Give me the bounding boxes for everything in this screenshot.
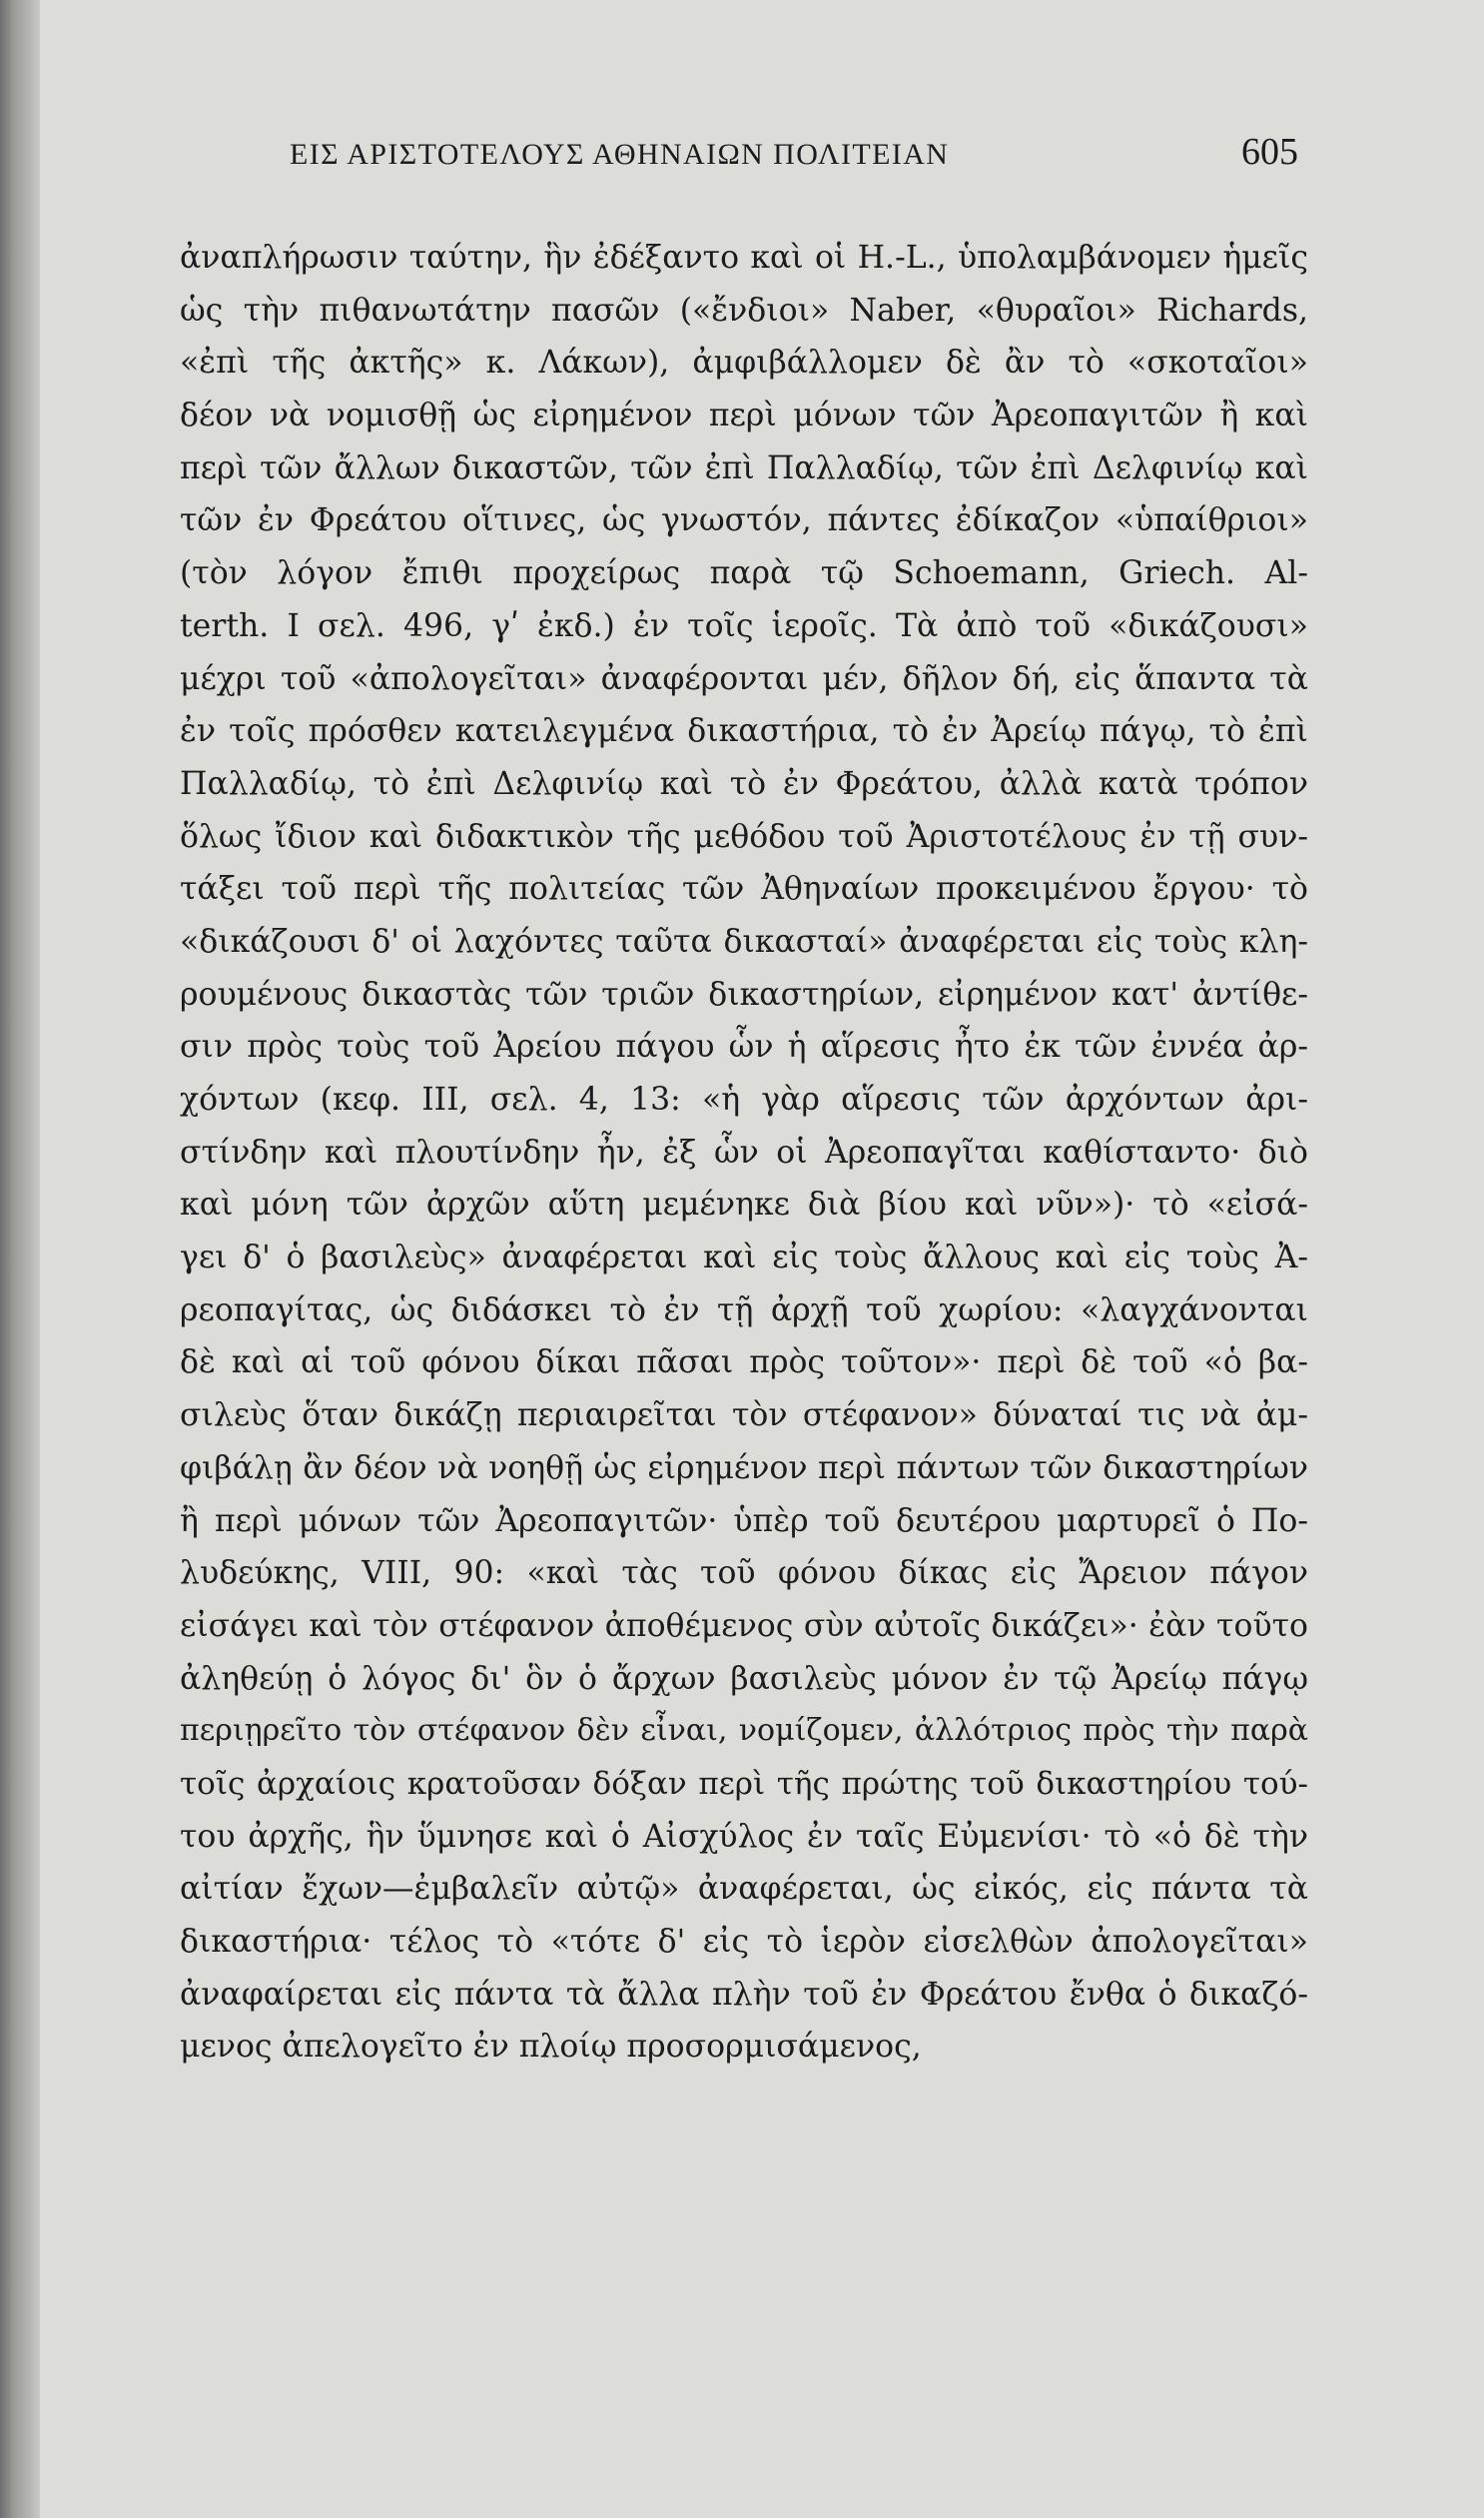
text-line: φιβάλῃ ἂν δέον νὰ νοηθῇ ὡς εἰρημένον περὶ πάντων τῶν δικαστηρίων xyxy=(180,1449,1308,1486)
text-line: σιν πρὸς τοὺς τοῦ Ἀρείου πάγου ὧν ἡ αἵρεσις ἦτο ἐκ τῶν ἐννέα ἀρ- xyxy=(180,1029,1308,1066)
book-page xyxy=(40,0,1484,2518)
text-line: ἢ περὶ μόνων τῶν Ἀρεοπαγιτῶν· ὑπὲρ τοῦ δευτέρου μαρτυρεῖ ὁ Πο- xyxy=(180,1502,1308,1539)
text-line: μενος ἀπελογεῖτο ἐν πλοίῳ προσορμισάμενος, xyxy=(180,2029,922,2066)
text-line: τῶν ἐν Φρεάτου οἵτινες, ὡς γνωστόν, πάντες ἐδίκαζον «ὑπαίθριοι» xyxy=(180,502,1308,539)
text-line: ὡς τὴν πιθανωτάτην πασῶν («ἔνδιοι» Naber, «θυραῖοι» Richards, xyxy=(180,292,1308,329)
page-header xyxy=(290,131,1298,188)
text-line: τάξει τοῦ περὶ τῆς πολιτείας τῶν Ἀθηναίων προκειμένου ἔργου· τὸ xyxy=(180,871,1308,908)
text-line: μέχρι τοῦ «ἀπολογεῖται» ἀναφέρονται μέν, δῆλον δή, εἰς ἅπαντα τὰ xyxy=(180,660,1308,697)
text-line: σιλεὺς ὅταν δικάζῃ περιαιρεῖται τὸν στέφανον» δύναταί τις νὰ ἀμ- xyxy=(180,1397,1308,1434)
text-line: καὶ μόνη τῶν ἀρχῶν αὕτη μεμένηκε διὰ βίου καὶ νῦν»)· τὸ «εἰσά- xyxy=(180,1187,1308,1224)
text-line: τοῖς ἀρχαίοις κρατοῦσαν δόξαν περὶ τῆς πρώτης τοῦ δικαστηρίου τού- xyxy=(180,1765,1308,1802)
text-line: στίνδην καὶ πλουτίνδην ἦν, ἐξ ὧν οἱ Ἀρεοπαγῖται καθίσταντο· διὸ xyxy=(180,1134,1308,1171)
text-line: δικαστήρια· τέλος τὸ «τότε δ' εἰς τὸ ἱερὸν εἰσελθὼν ἀπολογεῖται» xyxy=(180,1924,1308,1960)
text-line: του ἀρχῆς, ἣν ὕμνησε καὶ ὁ Αἰσχύλος ἐν ταῖς Εὐμενίσι· τὸ «ὁ δὲ τὴν xyxy=(180,1818,1308,1855)
text-line: δὲ καὶ αἱ τοῦ φόνου δίκαι πᾶσαι πρὸς τοῦτον»· περὶ δὲ τοῦ «ὁ βα- xyxy=(180,1344,1308,1381)
text-line: ἀναπλήρωσιν ταύτην, ἣν ἐδέξαντο καὶ οἱ H.-L., ὑπολαμβάνομεν ἡμεῖς xyxy=(180,240,1308,276)
text-line: περὶ τῶν ἄλλων δικαστῶν, τῶν ἐπὶ Παλλαδίῳ, τῶν ἐπὶ Δελφινίῳ καὶ xyxy=(180,449,1308,486)
text-line: «ἐπὶ τῆς ἀκτῆς» κ. Λάκων), ἀμφιβάλλομεν δὲ ἂν τὸ «σκοταῖοι» xyxy=(180,345,1308,382)
text-line: γει δ' ὁ βασιλεὺς» ἀναφέρεται καὶ εἰς τοὺς ἄλλους καὶ εἰς τοὺς Ἀ- xyxy=(180,1240,1308,1276)
running-title: ΕΙΣ ΑΡΙΣΤΟΤΕΛΟΥΣ ΑΘΗΝΑΙΩΝ ΠΟΛΙΤΕΙΑΝ xyxy=(290,138,950,171)
text-line: χόντων (κεφ. III, σελ. 4, 13: «ἡ γὰρ αἵρεσις τῶν ἀρχόντων ἀρι- xyxy=(180,1082,1308,1118)
page-number: 605 xyxy=(1241,131,1298,173)
text-line: Παλλαδίῳ, τὸ ἐπὶ Δελφινίῳ καὶ τὸ ἐν Φρεάτου, ἀλλὰ κατὰ τρόπον xyxy=(180,765,1308,802)
text-line: περιῃρεῖτο τὸν στέφανον δὲν εἶναι, νομίζομεν, ἀλλότριος πρὸς τὴν παρὰ xyxy=(180,1713,1308,1749)
text-line: δέον νὰ νομισθῇ ὡς εἰρημένον περὶ μόνων τῶν Ἀρεοπαγιτῶν ἢ καὶ xyxy=(180,398,1308,434)
text-line: ἀληθεύῃ ὁ λόγος δι' ὃν ὁ ἄρχων βασιλεὺς μόνον ἐν τῷ Ἀρείῳ πάγῳ xyxy=(180,1660,1308,1697)
body-text xyxy=(180,232,1308,2074)
text-line: ἐν τοῖς πρόσθεν κατειλεγμένα δικαστήρια, τὸ ἐν Ἀρείῳ πάγῳ, τὸ ἐπὶ xyxy=(180,713,1308,750)
text-line: λυδεύκης, VIII, 90: «καὶ τὰς τοῦ φόνου δίκας εἰς Ἄρειον πάγον xyxy=(180,1555,1308,1592)
text-line: ρουμένους δικαστὰς τῶν τριῶν δικαστηρίων, εἰρημένον κατ' ἀντίθε- xyxy=(180,976,1308,1013)
text-line: «δικάζουσι δ' οἱ λαχόντες ταῦτα δικασταί» ἀναφέρεται εἰς τοὺς κλη- xyxy=(180,923,1308,960)
text-line: εἰσάγει καὶ τὸν στέφανον ἀποθέμενος σὺν αὐτοῖς δικάζει»· ἐὰν τοῦτο xyxy=(180,1607,1308,1644)
text-line: αἰτίαν ἔχων—ἐμβαλεῖν αὐτῷ» ἀναφέρεται, ὡς εἰκός, εἰς πάντα τὰ xyxy=(180,1871,1308,1908)
scan-binding-shadow xyxy=(0,0,40,2518)
text-line: ὅλως ἴδιον καὶ διδακτικὸν τῆς μεθόδου τοῦ Ἀριστοτέλους ἐν τῇ συν- xyxy=(180,818,1308,855)
text-line: terth. I σελ. 496, γʹ ἐκδ.) ἐν τοῖς ἱεροῖς. Τὰ ἀπὸ τοῦ «δικάζουσι» xyxy=(180,607,1308,644)
text-line: ἀναφαίρεται εἰς πάντα τὰ ἄλλα πλὴν τοῦ ἐν Φρεάτου ἔνθα ὁ δικαζό- xyxy=(180,1976,1308,2013)
text-line: ρεοπαγίτας, ὡς διδάσκει τὸ ἐν τῇ ἀρχῇ τοῦ χωρίου: «λαγχάνονται xyxy=(180,1291,1308,1328)
text-line: (τὸν λόγον ἔπιθι προχείρως παρὰ τῷ Schoemann, Griech. Al- xyxy=(180,555,1308,592)
